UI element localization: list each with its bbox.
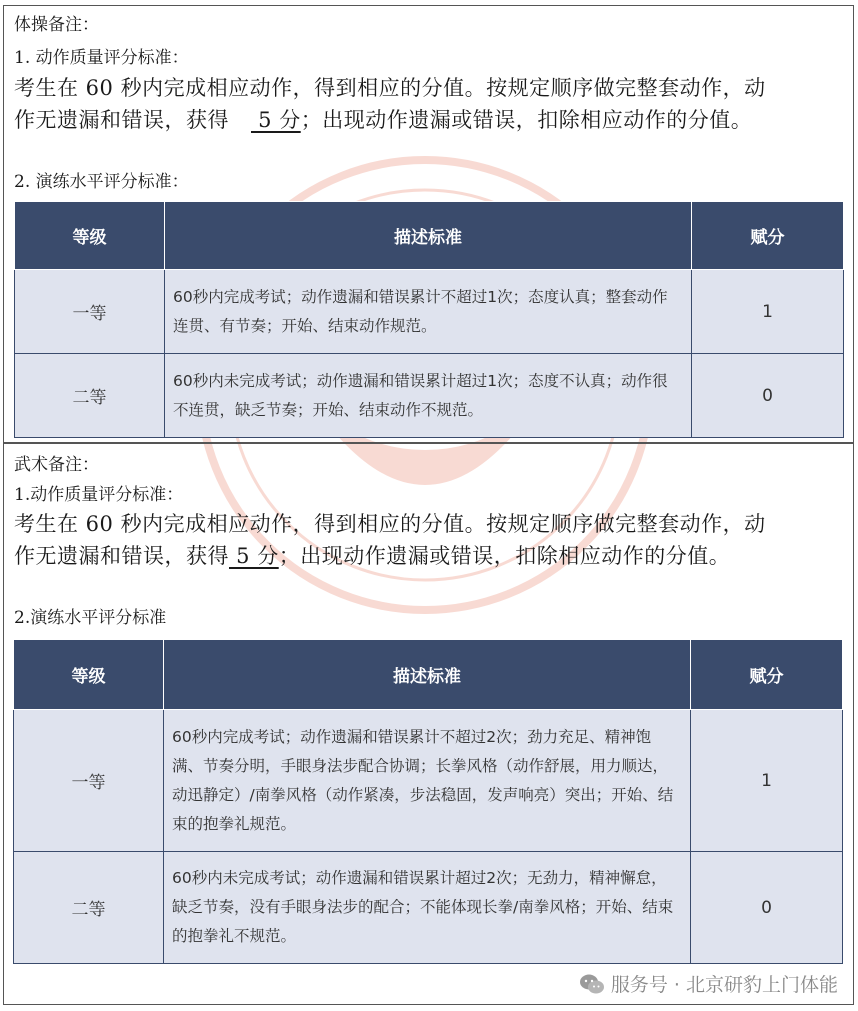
- gymnastics-paragraph-line1: 考生在 60 秒内完成相应动作，得到相应的分值。按规定顺序做完整套动作，动: [14, 76, 766, 100]
- score-cell: 1: [691, 710, 843, 852]
- wushu-paragraph-line1: 考生在 60 秒内完成相应动作，得到相应的分值。按规定顺序做完整套动作，动: [14, 512, 766, 536]
- gymnastics-item1-title: 1. 动作质量评分标准：: [14, 48, 189, 68]
- grade-cell: 一等: [15, 270, 165, 354]
- table-header-description: 描述标准: [165, 202, 692, 270]
- wushu-paragraph-post: ；出现动作遗漏或错误，扣除相应动作的分值。: [278, 544, 731, 568]
- table-header-grade: 等级: [14, 640, 164, 710]
- gymnastics-grade-table: [14, 201, 844, 438]
- score-cell: 0: [692, 354, 844, 438]
- wushu-paragraph-line2: [14, 540, 730, 570]
- description-cell: 60秒内完成考试；动作遗漏和错误累计不超过1次；态度认真；整套动作连贯、有节奏；开始、结束动作规范。: [165, 270, 692, 354]
- table-row: [14, 852, 843, 964]
- table-header-grade: 等级: [15, 202, 165, 270]
- score-cell: 1: [692, 270, 844, 354]
- wechat-icon: [579, 973, 605, 995]
- gymnastics-paragraph-line2: [14, 104, 752, 134]
- wushu-item2-title: 2.演练水平评分标准: [14, 608, 167, 628]
- grade-cell: 二等: [15, 354, 165, 438]
- footer-source: [579, 970, 838, 997]
- gymnastics-heading: 体操备注：: [14, 15, 99, 35]
- table-row: [15, 354, 844, 438]
- table-header-description: 描述标准: [164, 640, 691, 710]
- description-cell: 60秒内未完成考试；动作遗漏和错误累计超过2次；无劲力，精神懈怠，缺乏节奏，没有手眼身法步的配合；不能体现长拳/南拳风格；开始、结束的抱拳礼不规范。: [164, 852, 691, 964]
- wushu-section: [3, 443, 854, 1005]
- footer-text: 服务号 · 北京研豹上门体能: [610, 974, 838, 996]
- description-cell: 60秒内完成考试；动作遗漏和错误累计不超过2次；劲力充足、精神饱满、节奏分明，手眼身法步配合协调；长拳风格（动作舒展，用力顺达，动迅静定）/南拳风格（动作紧凑，步法稳固，发声响亮）突出；开始、结束的抱拳礼规范。: [164, 710, 691, 852]
- grade-cell: 二等: [14, 852, 164, 964]
- wushu-item1-title: 1.动作质量评分标准：: [14, 485, 184, 505]
- score-cell: 0: [691, 852, 843, 964]
- gymnastics-paragraph-pre: 作无遗漏和错误，获得: [14, 108, 229, 132]
- wushu-paragraph-pre: 作无遗漏和错误，获得: [14, 544, 229, 568]
- grade-cell: 一等: [14, 710, 164, 852]
- table-row: [14, 710, 843, 852]
- gymnastics-item2-title: 2. 演练水平评分标准：: [14, 172, 189, 192]
- table-header-score: 赋分: [692, 202, 844, 270]
- table-row: [15, 270, 844, 354]
- wushu-heading: 武术备注：: [14, 455, 99, 475]
- wushu-grade-table: [13, 639, 843, 964]
- gymnastics-score-blank: 5 分: [251, 108, 301, 132]
- gymnastics-paragraph-post: ；出现动作遗漏或错误，扣除相应动作的分值。: [300, 108, 753, 132]
- description-cell: 60秒内未完成考试；动作遗漏和错误累计超过1次；态度不认真；动作很不连贯，缺乏节奏；开始、结束动作不规范。: [165, 354, 692, 438]
- wushu-score-blank: 5 分: [229, 544, 279, 568]
- table-header-score: 赋分: [691, 640, 843, 710]
- gymnastics-section: [3, 5, 854, 443]
